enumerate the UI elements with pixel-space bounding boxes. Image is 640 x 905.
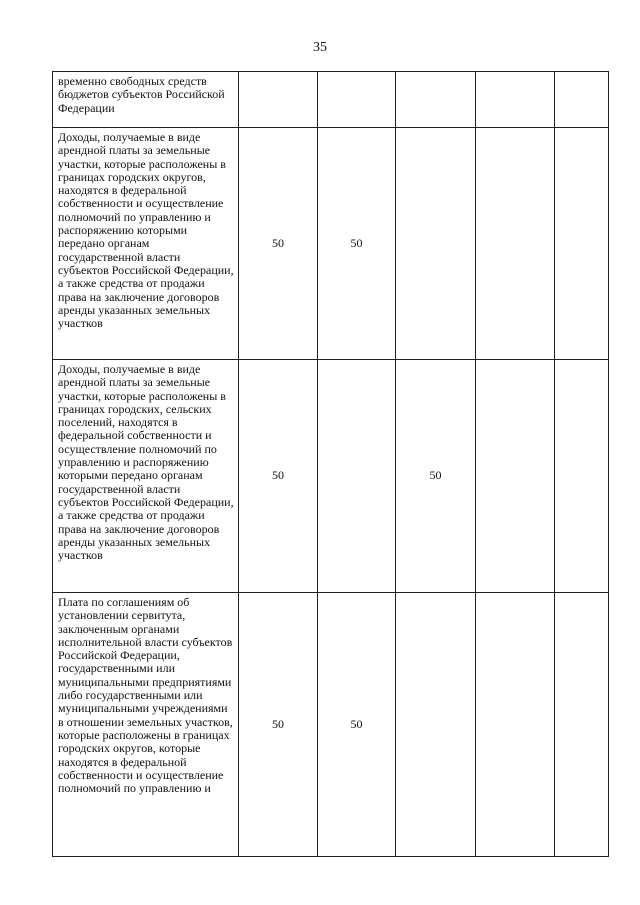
revenue-description-cell: временно свободных средств бюджетов субъектов Российской Федерации [53,72,239,128]
value-cell [318,360,396,593]
value-cell [396,593,476,857]
page-number: 35 [313,40,327,55]
revenue-description-cell: Плата по соглашениям об установлении сервитута, заключенным органами исполнительной власти субъектов Российской Федерации, государственными или муниципальными предприятиями либо государственными или муниципальными учреждениями в отношении земельных участков, которые расположены в границах городских округов, которые находятся в федеральной собственности и осуществление полномочий по управлению и [53,593,239,857]
value-cell [555,72,609,128]
value-cell: 50 [239,128,318,360]
value-cell [555,593,609,857]
value-cell [476,593,555,857]
revenue-description-cell: Доходы, получаемые в виде арендной платы за земельные участки, которые расположены в границах городских округов, находятся в федеральной собственности и осуществление полномочий по управлению и распоряжению которыми передано органам государственной власти субъектов Российской Федерации, а также средства от продажи права на заключение договоров аренды указанных земельных участков [53,128,239,360]
table-row [53,72,609,128]
table-row [53,360,609,593]
value-cell [239,72,318,128]
value-cell [555,128,609,360]
value-cell [476,360,555,593]
revenue-description-cell: Доходы, получаемые в виде арендной платы за земельные участки, которые расположены в границах городских, сельских поселений, находятся в федеральной собственности и осуществление полномочий по управлению и распоряжению которыми передано органам государственной власти субъектов Российской Федерации, а также средства от продажи права на заключение договоров аренды указанных земельных участков [53,360,239,593]
value-cell: 50 [318,593,396,857]
value-cell [555,360,609,593]
value-cell: 50 [396,360,476,593]
value-cell [476,128,555,360]
revenue-distribution-table [52,71,609,857]
value-cell [396,128,476,360]
table-row [53,593,609,857]
value-cell: 50 [239,360,318,593]
value-cell [318,72,396,128]
value-cell: 50 [318,128,396,360]
value-cell: 50 [239,593,318,857]
value-cell [476,72,555,128]
table-row [53,128,609,360]
value-cell [396,72,476,128]
